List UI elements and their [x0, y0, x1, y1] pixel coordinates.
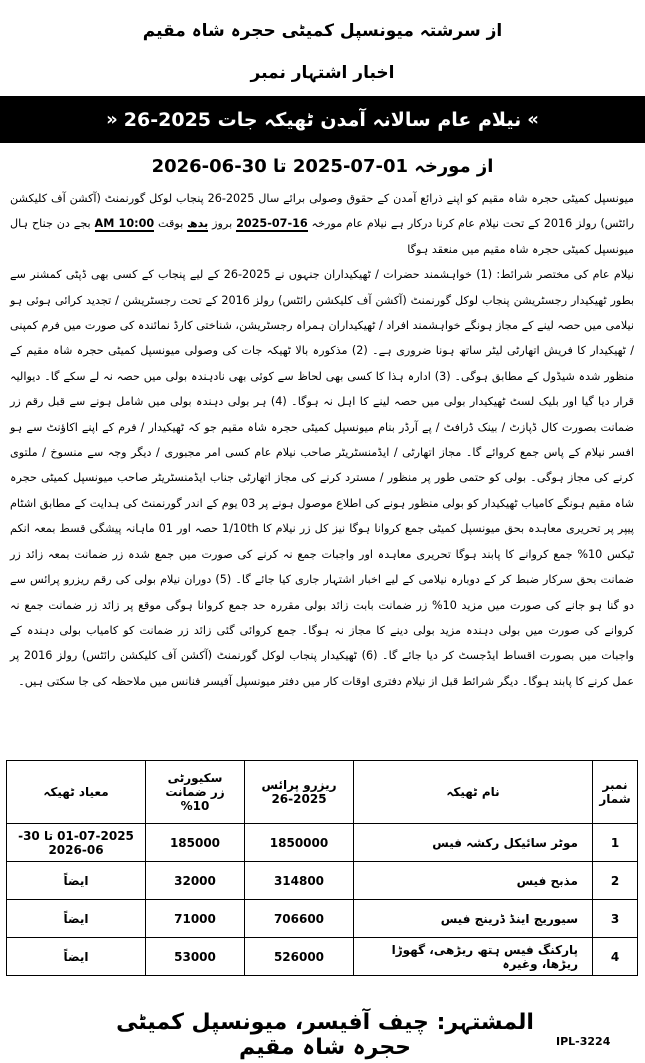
time-prefix: بوقت [158, 217, 184, 231]
row-name: پارکنگ فیس ہتھ ریڑھی، گھوڑا ریڑھا، وغیرہ [354, 938, 593, 976]
notice-conditions: نیلام عام کی مختصر شرائط: (1) خواہشمند حضرات / ٹھیکیداران جنہوں نے 2025-26 کے لیے پنجاب کے کسی بھی ڈپٹی کمشنر سے بطور ٹھیکیدار رجسٹریشن پنجاب لوکل گورنمنٹ (آکشن آف کلیکشن رائٹس) رولز 2016 کے تحت رجسٹریشن / تجدید کرائی ہوئی ہو نیلامی میں حصہ لینے کے مجاز ہونگے خواہشمند افراد / ٹھیکیداران ہمراہ رجسٹریشن، شناختی کارڈ نمائندہ کی صورت میں فرم کمپنی / ٹھیکیدار کا فریش اتھارٹی لیٹر ساتھ ہونا ضروری ہے۔ (2) مذکورہ بالا ٹھیکہ جات کی وصولی میونسپل کمیٹی حجرہ شاہ مقیم کے منظور شدہ شیڈول کے مطابق ہوگی۔ (3) ادارہ ہذا کا کسی بھی لحاظ سے کوئی بھی نادہندہ بولی میں حصہ نہ لے سکے گا۔ دیوالیہ قرار دیا گیا اور بلیک لسٹ ٹھیکیدار بولی میں حصہ لینے کا اہل نہ ہوگا۔ (4) ہر بولی دہندہ بولی میں شامل ہونے سے قبل رقم زر ضمانت بصورت کال ڈپازٹ / بینک ڈرافٹ / پے آرڈر بنام میونسپل کمیٹی حجرہ شاہ مقیم جو کہ ٹھیکیدار / فرم کے اپنے اکاؤنٹ سے ہو افسر نیلام کے پاس جمع کروائے گا۔ مجاز اتھارٹی / ایڈمنسٹریٹر صاحب نیلام عام کسی امر مجبوری / دیگر وجہ سے منسوخ / ملتوی کرنے کی مجاز ہوگی۔ بولی کو حتمی طور پر منظور / مسترد کرنے کی مجاز اتھارٹی جناب ایڈمنسٹریٹر صاحب میونسپل کمیٹی حجرہ شاہ مقیم ہونگے کامیاب ٹھیکیدار کو بولی منظور ہونے کی اطلاع موصول ہونے پر 03 یوم کے اندر گورنمنٹ کی ہدایت کے مطابق اشٹام پیپر پر تحریری معاہدہ بحق میونسپل کمیٹی جمع کروانا ہوگا نیز کل زر نیلام کا 1/10th حصہ اور 01 ماہانہ پیشگی قسط بمعہ انکم ٹیکس 10% جمع کروانے کا پابند ہوگا تحریری معاہدہ اور واجبات جمع نہ کرنے کی صورت میں جمع شدہ زر ضمانت بمعہ زائد زر ضمانت بحق سرکار ضبط کر کے دوبارہ نیلامی کے لیے اخبار اشتہار جاری کیا جائے گا۔ (5) دوران نیلام بولی کی رقم ریزرو پرائس سے دو گنا ہو جانے کی صورت میں مزید 10% زر ضمانت بابت زائد بولی مقررہ حد جمع کروانا ہوگی موقع پر زائد زر ضمانت جمع نہ کروانے کی صورت میں بولی دہندہ مزید بولی دینے کا مجاز نہ ہوگا۔ جمع کروائی گئی زائد زر ضمانت کو کامیاب بولی دہندہ کے واجبات میں بصورت اقساط ایڈجسٹ کر دیا جائے گا۔ (6) ٹھیکیدار پنجاب لوکل گورنمنٹ (آکشن آف کلیکشن رائٹس) رولز 2016 پر عمل کرنے کا پابند ہوگا۔ دیگر شرائط قبل از نیلام دفتری اوقات کار میں دفتر میونسپل آفیسر فنانس میں ملاحظہ کی جا سکتی ہیں۔ [10, 268, 635, 688]
header-security-line1: سکیورٹی [167, 771, 223, 785]
advertiser-signature: المشتہر: چیف آفیسر، میونسپل کمیٹی حجرہ شاہ مقیم [116, 1010, 534, 1060]
header-name: نام ٹھیکہ [354, 761, 593, 824]
header-serial: نمبر شمار [593, 761, 638, 824]
notice-paragraph-1 [10, 186, 634, 262]
row-reserve: 706600 [245, 900, 354, 938]
row-serial: 4 [593, 938, 638, 976]
row-name: مذبح فیس [354, 862, 593, 900]
reference-code: IPL-3224 [556, 1035, 611, 1048]
row-security: 185000 [146, 824, 245, 862]
row-period: ایضاً [7, 938, 146, 976]
banner-right-mark: » [527, 109, 539, 130]
auction-time: 10:00 AM [94, 217, 155, 231]
banner-left-mark: « [106, 109, 118, 130]
contracts-table [6, 760, 638, 976]
row-security: 32000 [146, 862, 245, 900]
title-banner [0, 96, 645, 143]
row-name: سیوریج اینڈ ڈرینج فیس [354, 900, 593, 938]
row-reserve: 314800 [245, 862, 354, 900]
table-header-row [7, 761, 638, 824]
header-period: معیاد ٹھیکہ [7, 761, 146, 824]
row-serial: 1 [593, 824, 638, 862]
auction-weekday: بدھ [187, 217, 209, 231]
row-period: ایضاً [7, 862, 146, 900]
row-reserve: 526000 [245, 938, 354, 976]
header-security [146, 761, 245, 824]
row-reserve: 1850000 [245, 824, 354, 862]
row-period: 01-07-2025 تا 30-06-2026 [7, 824, 146, 862]
table-row [7, 938, 638, 976]
row-security: 71000 [146, 900, 245, 938]
row-serial: 3 [593, 900, 638, 938]
weekday-prefix: بروز [212, 217, 233, 231]
auction-date: 16-07-2025 [236, 217, 308, 231]
header-security-line2: زر ضمانت 10% [165, 785, 225, 813]
header-reserve: ریزرو پرائس 2025-26 [245, 761, 354, 824]
row-name: موٹر سائیکل رکشہ فیس [354, 824, 593, 862]
row-serial: 2 [593, 862, 638, 900]
notice-venue: بجے دن جناح ہال میونسپل کمیٹی حجرہ شاہ مقیم میں منعقد ہوگا [10, 217, 634, 256]
notice-body [10, 186, 634, 694]
advertisement-number: اخبار اشتہار نمبر [250, 63, 395, 83]
table-row [7, 900, 638, 938]
issuer-heading: از سرشتہ میونسپل کمیٹی حجرہ شاہ مقیم [142, 21, 503, 41]
notice-intro: میونسپل کمیٹی حجرہ شاہ مقیم کو اپنے ذرائع آمدن کے حقوق وصولی برائے سال 2025-26 پنجاب لوکل گورنمنٹ (آکشن آف کلیکشن رائٹس) رولز 2016 کے تحت نیلام عام کرنا درکار ہے نیلام عام مورخہ [10, 192, 634, 231]
row-period: ایضاً [7, 900, 146, 938]
table-row [7, 824, 638, 862]
contract-period: از مورخہ 01-07-2025 تا 30-06-2026 [151, 156, 494, 177]
table-row [7, 862, 638, 900]
row-security: 53000 [146, 938, 245, 976]
banner-title: نیلام عام سالانہ آمدن ٹھیکہ جات 2025-26 [123, 108, 522, 131]
